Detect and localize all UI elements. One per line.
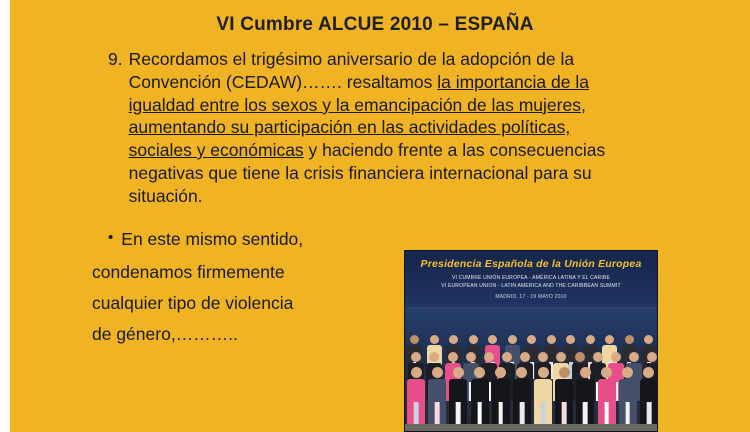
list-item-number: 9. (108, 49, 123, 69)
bullet-icon: • (108, 229, 114, 246)
bulleted-list-item (108, 228, 438, 251)
bullet-item-text: En este mismo sentido, (121, 229, 304, 249)
photo-stage-backdrop (405, 307, 657, 432)
paragraph-text-underlined: la importancia de la igualdad entre los sexos y la emancipación de las mujeres, aumentando su participación en las actividades políticas, sociales y económicas (128, 71, 589, 160)
page-title: VI Cumbre ALCUE 2010 – ESPAÑA (216, 14, 534, 35)
continuation-line-2: cualquier tipo de violencia (92, 293, 294, 313)
numbered-list-item (108, 48, 628, 207)
photo-person (449, 367, 467, 425)
photo-caption-subtitle-es: VI CUMBRE UNIÓN EUROPEA - AMÉRICA LATINA Y EL CARIBE (451, 275, 611, 281)
photo-person (598, 367, 616, 425)
photo-caption-title: Presidencia Española de la Unión Europea (420, 258, 642, 270)
list-item-text (129, 48, 628, 207)
paragraph-text-part-2: y haciendo frente a las consecuencias negativas que tiene la crisis financiera internacional para su situación. (128, 140, 606, 206)
photo-floor (405, 424, 657, 432)
photo-person (492, 367, 510, 425)
photo-person (619, 367, 637, 425)
photo-person (534, 367, 552, 425)
photo-person (576, 367, 594, 425)
continuation-line-1: condenamos firmemente (92, 262, 285, 282)
photo-person (471, 367, 489, 425)
slide-left-margin (0, 0, 10, 432)
photo-person (407, 367, 425, 425)
photo-person (640, 367, 658, 425)
paragraph-text-part-1: Recordamos el trigésimo aniversario de la adopción de la Convención (CEDAW)……. resaltamos (128, 49, 575, 92)
photo-person (513, 367, 531, 425)
slide-body (108, 48, 628, 207)
continuation-line-3: de género,……….. (92, 324, 238, 344)
summit-group-photo (404, 250, 658, 432)
photo-caption-date: MADRID, 17 - 19 MAYO 2010 (495, 294, 567, 300)
photo-caption-subtitle-en: VI EUROPEAN UNION - LATIN AMERICA AND THE CARIBBEAN SUMMIT (441, 283, 621, 289)
photo-person (555, 367, 573, 425)
photo-crowd (405, 321, 657, 432)
photo-person (428, 367, 446, 425)
